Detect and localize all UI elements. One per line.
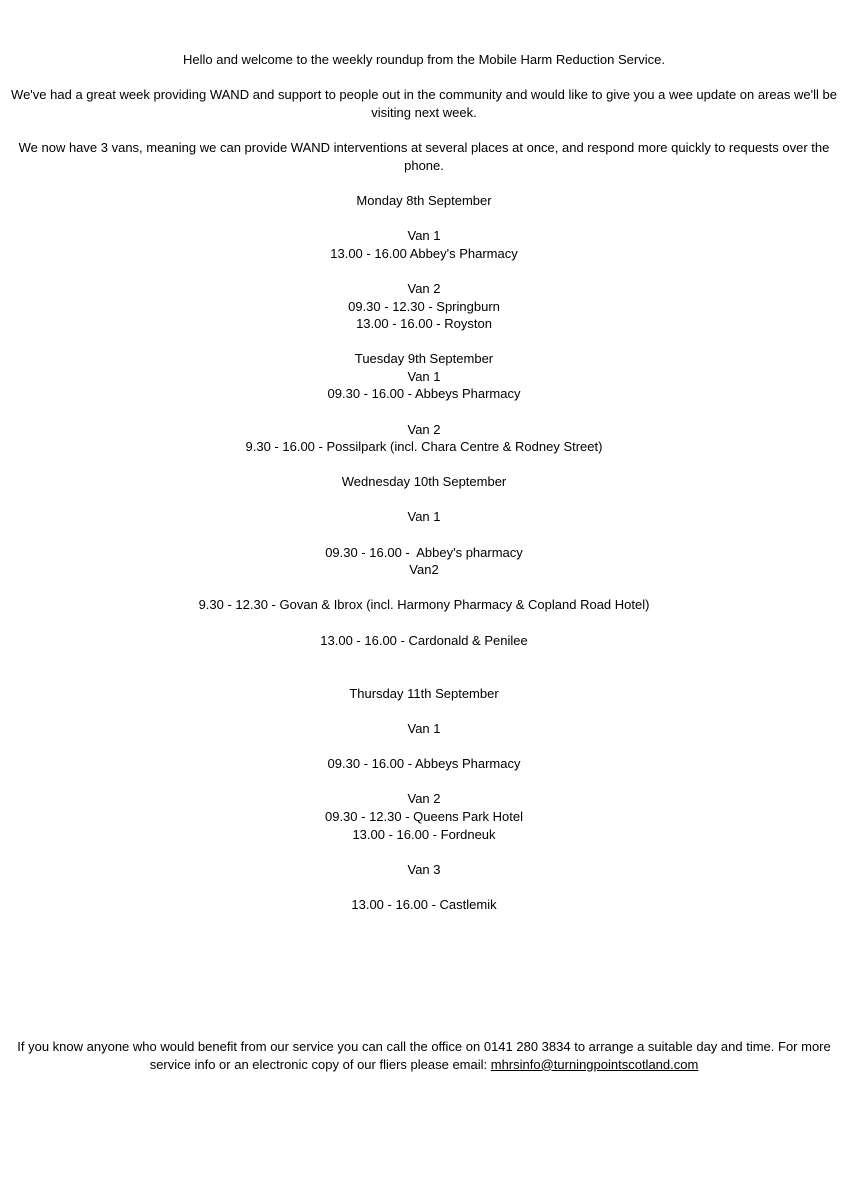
monday-van2-label: Van 2 [407,281,441,296]
thursday-van2-slot: 09.30 - 12.30 - Queens Park Hotel [324,809,523,824]
thursday-van3-slot: 13.00 - 16.00 - Castlemik [351,897,497,912]
thursday-heading: Thursday 11th September [349,686,499,701]
wednesday-van2-slot: 9.30 - 12.30 - Govan & Ibrox (incl. Harmony Pharmacy & Copland Road Hotel) [198,597,650,612]
thursday-van2-label: Van 2 [407,791,441,806]
monday-van2-slot: 09.30 - 12.30 - Springburn [348,299,500,314]
intro-vans: We now have 3 vans, meaning we can provide WAND interventions at several places at once, and respond more quickly to requests over the phone. [18,140,830,173]
monday-van1-label: Van 1 [407,228,441,243]
wednesday-heading: Wednesday 10th September [341,474,507,489]
intro-update: We've had a great week providing WAND and support to people out in the community and would like to give you a wee update on areas we'll be visiting next week. [11,87,837,120]
tuesday-van1-slot: 09.30 - 16.00 - Abbeys Pharmacy [327,386,521,401]
monday-van2-slot: 13.00 - 16.00 - Royston [356,316,492,331]
tuesday-van2-slot: 9.30 - 16.00 - Possilpark (incl. Chara Centre & Rodney Street) [245,439,603,454]
thursday-van1-slot: 09.30 - 16.00 - Abbeys Pharmacy [327,756,521,771]
thursday-van3-label: Van 3 [407,862,441,877]
monday-van1-slot: 13.00 - 16.00 Abbey's Pharmacy [330,246,518,261]
intro-welcome: Hello and welcome to the weekly roundup from the Mobile Harm Reduction Service. [183,52,665,67]
monday-heading: Monday 8th September [356,193,492,208]
thursday-van1-label: Van 1 [407,721,441,736]
wednesday-van1-slot: 09.30 - 16.00 - Abbey's pharmacy [325,545,523,560]
wednesday-van2-label: Van2 [409,562,439,577]
footer-text: If you know anyone who would benefit from our service you can call the office on 0141 280 3834 to arrange a suitable day and time. For more service info or an electronic copy of our fliers please email: [17,1039,831,1072]
tuesday-heading: Tuesday 9th September [354,351,494,366]
email-link[interactable]: mhrsinfo@turningpointscotland.com [490,1056,699,1072]
wednesday-van1-label: Van 1 [407,509,441,524]
tuesday-van1-label: Van 1 [407,369,441,384]
footer-contact [10,1038,838,1073]
thursday-van2-slot: 13.00 - 16.00 - Fordneuk [352,827,496,842]
tuesday-van2-label: Van 2 [407,422,441,437]
wednesday-van2-slot: 13.00 - 16.00 - Cardonald & Penilee [320,633,528,648]
